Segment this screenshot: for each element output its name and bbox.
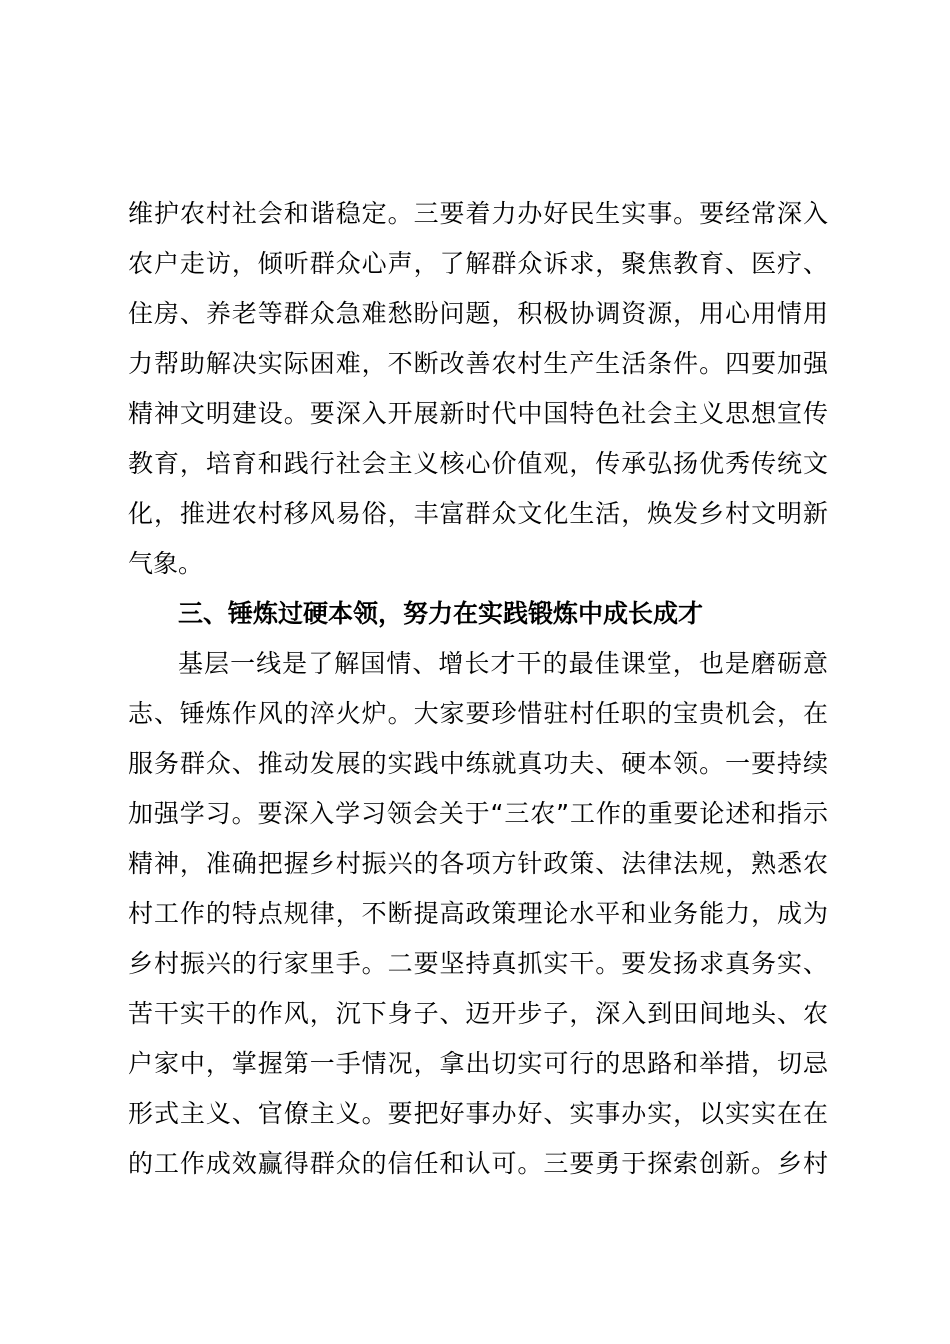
paragraph-2-line-4: 加强学习。要深入学习领会关于“三农”工作的重要论述和指示 [128, 799, 828, 828]
paragraph-2-line-6: 村工作的特点规律，不断提高政策理论水平和业务能力，成为 [128, 899, 828, 928]
paragraph-2-line-10: 形式主义、官僚主义。要把好事办好、实事办实，以实实在在 [128, 1099, 828, 1128]
paragraph-2-line-11: 的工作成效赢得群众的信任和认可。三要勇于探索创新。乡村 [128, 1149, 828, 1178]
paragraph-2-line-2: 志、锤炼作风的淬火炉。大家要珍惜驻村任职的宝贵机会，在 [128, 699, 828, 728]
section-heading: 三、锤炼过硬本领，努力在实践锻炼中成长成才 [178, 599, 704, 628]
paragraph-1-line-5: 精神文明建设。要深入开展新时代中国特色社会主义思想宣传 [128, 399, 828, 428]
paragraph-2-line-7: 乡村振兴的行家里手。二要坚持真抓实干。要发扬求真务实、 [128, 949, 828, 978]
paragraph-1-line-4: 力帮助解决实际困难，不断改善农村生产生活条件。四要加强 [128, 349, 828, 378]
paragraph-1-line-2: 农户走访，倾听群众心声，了解群众诉求，聚焦教育、医疗、 [128, 249, 828, 278]
paragraph-1-line-8: 气象。 [128, 549, 204, 578]
paragraph-1-line-7: 化，推进农村移风易俗，丰富群众文化生活，焕发乡村文明新 [128, 499, 828, 528]
paragraph-2-line-1: 基层一线是了解国情、增长才干的最佳课堂，也是磨砺意 [178, 649, 828, 678]
paragraph-2-line-5: 精神，准确把握乡村振兴的各项方针政策、法律法规，熟悉农 [128, 849, 828, 878]
paragraph-1-line-6: 教育，培育和践行社会主义核心价值观，传承弘扬优秀传统文 [128, 449, 828, 478]
paragraph-2-line-3: 服务群众、推动发展的实践中练就真功夫、硬本领。一要持续 [128, 749, 828, 778]
paragraph-1-line-1: 维护农村社会和谐稳定。三要着力办好民生实事。要经常深入 [128, 199, 828, 228]
paragraph-1-line-3: 住房、养老等群众急难愁盼问题，积极协调资源，用心用情用 [128, 299, 828, 328]
paragraph-2-line-9: 户家中，掌握第一手情况，拿出切实可行的思路和举措，切忌 [128, 1049, 828, 1078]
paragraph-2-line-8: 苦干实干的作风，沉下身子、迈开步子，深入到田间地头、农 [128, 999, 828, 1028]
